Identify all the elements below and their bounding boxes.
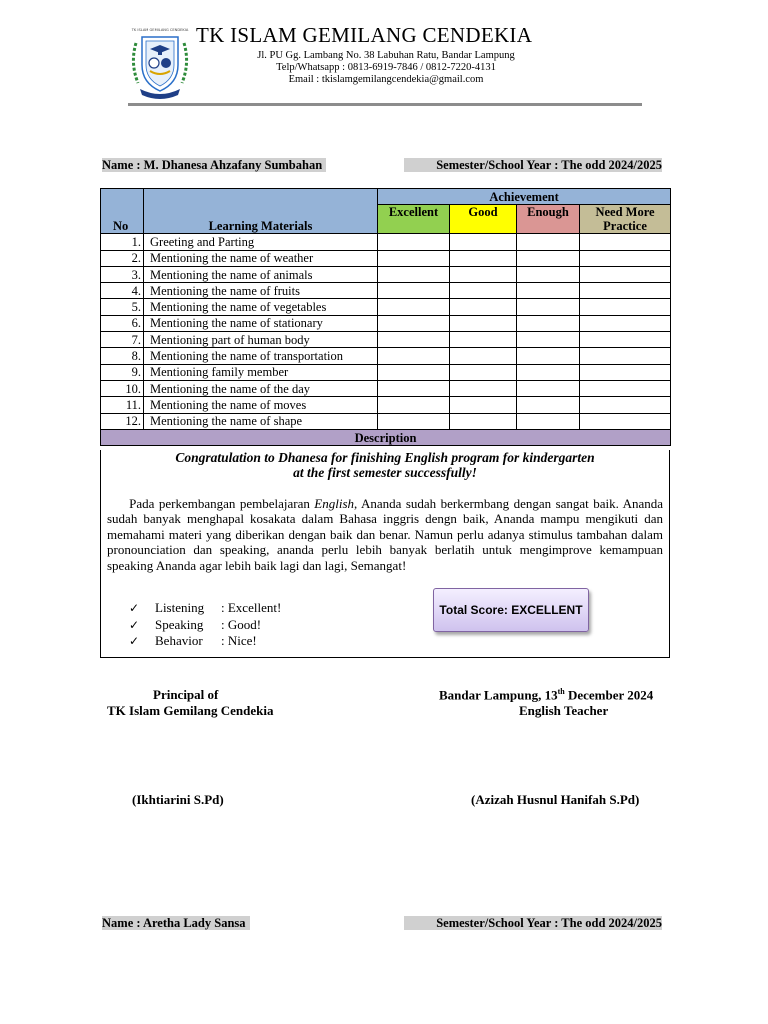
achievement-cell xyxy=(580,250,671,266)
achievement-cell xyxy=(450,380,517,396)
achievement-cell xyxy=(580,397,671,413)
achievement-cell xyxy=(580,283,671,299)
achievement-mark-icon xyxy=(517,299,580,315)
achievement-mark-icon xyxy=(450,413,517,429)
achievement-mark-icon xyxy=(378,250,450,266)
student-info-bar xyxy=(102,158,662,172)
table-row xyxy=(101,332,671,348)
row-material: Mentioning the name of stationary xyxy=(144,315,378,331)
table-row xyxy=(101,413,671,429)
achievement-mark-icon xyxy=(378,283,450,299)
table-row xyxy=(101,397,671,413)
skill-listening: ✓ Listening : Excellent! xyxy=(129,600,282,615)
skill-speaking: ✓ Speaking : Good! xyxy=(129,616,262,632)
col-header-enough: Enough xyxy=(517,205,580,234)
achievement-cell xyxy=(580,299,671,315)
congratulation-message: Congratulation to Dhanesa for finishing English program for kindergarten at the first semester successfully! xyxy=(175,450,595,480)
row-number: 12. xyxy=(101,413,144,429)
achievement-cell xyxy=(580,266,671,282)
achievement-cell xyxy=(517,380,580,396)
row-material: Mentioning the name of fruits xyxy=(144,283,378,299)
row-material: Mentioning the name of the day xyxy=(144,380,378,396)
table-row xyxy=(101,299,671,315)
row-number: 10. xyxy=(101,380,144,396)
achievement-cell xyxy=(580,348,671,364)
achievement-cell xyxy=(378,315,450,331)
achievement-cell xyxy=(517,348,580,364)
achievement-mark-icon xyxy=(378,364,450,380)
achievement-cell xyxy=(450,397,517,413)
col-header-need-more-practice: Need More Practice xyxy=(580,205,671,234)
check-icon: ✓ xyxy=(129,617,140,632)
semester-label: Semester/School Year : The odd 2024/2025 xyxy=(404,158,662,172)
table-row xyxy=(101,348,671,364)
achievement-mark-icon xyxy=(378,380,450,396)
table-row xyxy=(101,364,671,380)
row-material: Mentioning the name of moves xyxy=(144,397,378,413)
table-row xyxy=(101,380,671,396)
achievement-mark-icon xyxy=(378,332,450,348)
school-address: Jl. PU Gg. Lambang No. 38 Labuhan Ratu, Bandar Lampung xyxy=(257,50,515,61)
col-header-no: No xyxy=(101,189,144,234)
next-student-name: Name : Aretha Lady Sansa xyxy=(102,916,250,930)
signature-date: Bandar Lampung, 13th December 2024 xyxy=(439,687,654,703)
row-number: 6. xyxy=(101,315,144,331)
teacher-name: (Azizah Husnul Hanifah S.Pd) xyxy=(471,792,640,807)
check-icon: ✓ xyxy=(129,634,140,648)
table-row xyxy=(101,250,671,266)
achievement-cell xyxy=(517,315,580,331)
achievement-cell xyxy=(450,283,517,299)
total-score-badge: Total Score: EXCELLENT xyxy=(433,588,589,632)
row-material: Mentioning the name of transportation xyxy=(144,348,378,364)
skills-list xyxy=(129,600,281,650)
row-number: 2. xyxy=(101,250,144,266)
skill-behavior: ✓ Behavior : Nice! xyxy=(129,633,257,648)
achievement-cell xyxy=(517,364,580,380)
col-header-excellent: Excellent xyxy=(378,205,450,234)
achievement-cell xyxy=(517,413,580,429)
row-number: 1. xyxy=(101,234,144,250)
table-row xyxy=(101,234,671,250)
achievement-cell xyxy=(450,299,517,315)
col-header-good: Good xyxy=(450,205,517,234)
achievement-cell xyxy=(450,364,517,380)
achievement-cell xyxy=(517,250,580,266)
row-number: 8. xyxy=(101,348,144,364)
school-phone: Telp/Whatsapp : 0813-6919-7846 / 0812-7220-4131 xyxy=(276,62,496,73)
row-number: 7. xyxy=(101,332,144,348)
achievement-mark-icon xyxy=(378,266,450,282)
achievement-cell xyxy=(517,266,580,282)
achievement-cell xyxy=(450,348,517,364)
description-paragraph: Pada perkembangan pembelajaran English, Ananda sudah berkermbang dengan sangat baik. Ananda sudah banyak menghapal kosakata dalam Bahasa inggris dengn baik, Ananda mampu mengikuti dan memahami materi yang diberikan dengan baik dan benar. Namun perlu adanya stimulus tambahan dalam pronounciation dan speaking, ananda perlu lebih banyak berlatih untuk mengimprove kemampuan speaking Ananda agar lebih baik lagi dan lagi, Semangat! xyxy=(107,496,664,573)
next-semester-label: Semester/School Year : The odd 2024/2025 xyxy=(404,916,662,930)
achievement-cell xyxy=(450,266,517,282)
row-number: 9. xyxy=(101,364,144,380)
row-number: 4. xyxy=(101,283,144,299)
description-box xyxy=(100,450,670,658)
next-student-info-bar xyxy=(102,916,662,930)
teacher-title: English Teacher xyxy=(519,703,609,718)
description-header: Description xyxy=(101,429,671,445)
col-header-achievement: Achievement xyxy=(378,189,671,205)
achievement-cell xyxy=(378,234,450,250)
achievement-cell xyxy=(517,234,580,250)
row-material: Mentioning the name of animals xyxy=(144,266,378,282)
row-material: Mentioning family member xyxy=(144,364,378,380)
row-number: 11. xyxy=(101,397,144,413)
achievement-cell xyxy=(378,299,450,315)
achievement-table xyxy=(100,188,671,446)
school-logo xyxy=(128,25,192,101)
student-name: Name : M. Dhanesa Ahzafany Sumbahan xyxy=(102,158,326,172)
row-number: 5. xyxy=(101,299,144,315)
table-row xyxy=(101,315,671,331)
logo-text: TK ISLAM GEMILANG CENDEKIA xyxy=(131,28,189,32)
achievement-cell xyxy=(450,332,517,348)
row-material: Mentioning the name of weather xyxy=(144,250,378,266)
achievement-cell xyxy=(580,234,671,250)
achievement-mark-icon xyxy=(378,397,450,413)
principal-title: Principal of xyxy=(153,687,219,702)
achievement-mark-icon xyxy=(450,315,517,331)
achievement-cell xyxy=(378,413,450,429)
achievement-cell xyxy=(580,380,671,396)
principal-name: (Ikhtiarini S.Pd) xyxy=(132,792,224,807)
achievement-rows xyxy=(101,234,671,430)
achievement-cell xyxy=(450,250,517,266)
row-number: 3. xyxy=(101,266,144,282)
row-material: Greeting and Parting xyxy=(144,234,378,250)
school-email: Email : tkislamgemilangcendekia@gmail.com xyxy=(288,74,484,85)
header-divider xyxy=(128,103,642,106)
achievement-mark-icon xyxy=(378,348,450,364)
achievement-cell xyxy=(580,364,671,380)
row-material: Mentioning part of human body xyxy=(144,332,378,348)
check-icon: ✓ xyxy=(129,601,140,615)
achievement-cell xyxy=(580,315,671,331)
achievement-cell xyxy=(580,332,671,348)
table-row xyxy=(101,283,671,299)
achievement-cell xyxy=(517,283,580,299)
row-material: Mentioning the name of shape xyxy=(144,413,378,429)
school-name: TK ISLAM GEMILANG CENDEKIA xyxy=(196,23,533,47)
row-material: Mentioning the name of vegetables xyxy=(144,299,378,315)
table-row xyxy=(101,266,671,282)
col-header-materials: Learning Materials xyxy=(144,189,378,234)
achievement-cell xyxy=(580,413,671,429)
achievement-cell xyxy=(517,332,580,348)
achievement-mark-icon xyxy=(450,234,517,250)
achievement-cell xyxy=(517,397,580,413)
principal-school: TK Islam Gemilang Cendekia xyxy=(107,703,274,718)
